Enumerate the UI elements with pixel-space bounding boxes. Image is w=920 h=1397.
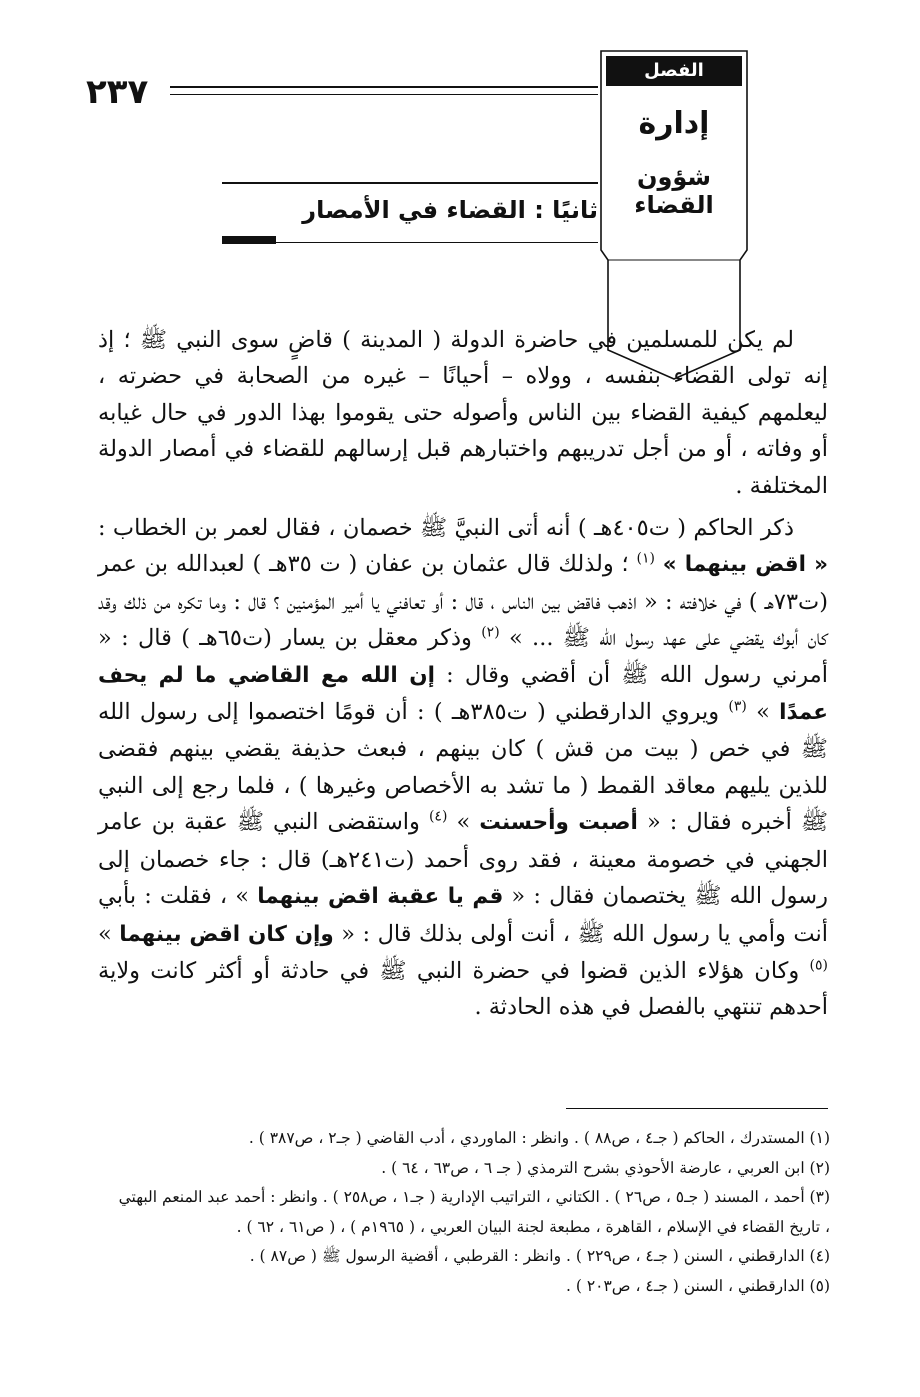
footnote-3: (٣) أحمد ، المسند ( جـ٥ ، ص٢٦ ) . الكتاني ، التراتيب الإدارية ( جـ١ ، ص٢٥٨ ) . وانظر : أحمد عبد المنعم البهتي ، تاريخ القضاء في الإسلام ، القاهرة ، مطبعة لجنة البيان العربي ، ( ١٩٦٥م ) ، ( ص٦١ ، ٦٢ ) . <box>118 1188 830 1236</box>
text-segment: » <box>98 920 120 947</box>
footnote-ref-3[interactable]: (٣) <box>728 698 747 715</box>
text-segment: ذكر الحاكم ( ت٤٠٥هـ ) أنه أتى النبيَّ ﷺ خصمان ، فقال لعمر بن الخطاب : <box>98 515 795 542</box>
text-segment: » ، فقلت : بأبي أنت وأمي يا رسول الله ﷺ ، أنت أولى بذلك قال : « <box>98 883 828 947</box>
text-segment: ويروي الدارقطني ( ت٣٨٥هـ ) : أن قومًا اختصموا إلى رسول الله ﷺ في خص ( بيت من قش ) كان بينهم ، فبعث حذيفة يقضي بينهم فقضى للذين يليهم معاقد القمط ( ما تشد به الأخصاص وغيرها ) ، فلما رجع إلى النبي ﷺ أخبره فقال : « <box>98 699 829 836</box>
body-text <box>98 322 828 1026</box>
text-segment: » <box>756 699 780 726</box>
chapter-title-line1: إدارة <box>638 106 710 141</box>
footnote-ref-5[interactable]: (٥) <box>809 957 828 974</box>
hadith-quote: وإن كان اقض بينهما <box>119 921 334 947</box>
text-segment: ؛ ولذلك قال عثمان بن عفان ( ت ٣٥هـ ) لعبدالله بن عمر (ت٧٣هـ ) في خلافته : « اذهب فاقض بين الناس ، قال : أو تعافني يا أمير المؤمنين ؟ قال : وما تكره من ذلك وقد كان أبوك يقضي على عهد رسول الله ﷺ ... » <box>98 551 829 652</box>
footnote-2: (٢) ابن العربي ، عارضة الأحوذي بشرح الترمذي ( جـ ٦ ، ص٦٣ ، ٦٤ ) . <box>381 1158 830 1177</box>
footnote-1: (١) المستدرك ، الحاكم ( جـ٤ ، ص٨٨ ) . وانظر : الماوردي ، أدب القاضي ( جـ٢ ، ص٣٨٧ ) . <box>248 1129 830 1147</box>
header-rule <box>170 86 598 95</box>
text-segment: وذكر معقل بن يسار (ت٦٥هـ ) قال : « أمرني رسول الله ﷺ أن أقضي وقال : <box>98 625 828 688</box>
text-segment: وكان هؤلاء الذين قضوا في حضرة النبي ﷺ في حادثة أو أكثر كانت ولاية أحدهم تنتهي بالفصل في هذه الحادثة . <box>98 957 828 1021</box>
text-segment: » <box>456 809 480 836</box>
paragraph-1: لم يكن للمسلمين في حاضرة الدولة ( المدينة ) قاضٍ سوى النبي ﷺ ؛ إذ إنه تولى القضاء بنفسه ، وولاه – أحيانًا – غيره من الصحابة في حضرته ، ليعلمهم كيفية القضاء بين الناس وأصوله حتى يقوموا بهذا الدور في حال غيابه أو وفاته ، أو من أجل تدريبهم واختبارهم قبل إرسالهم للقضاء في أمصار الدولة المختلفة . <box>98 327 828 499</box>
footnote-ref-2[interactable]: (٢) <box>481 624 500 641</box>
hadith-quote: إن الله مع القاضي ما لم يحف عمدًا <box>98 662 828 726</box>
chapter-label: الفصل السادس <box>637 60 711 111</box>
section-title: ثانيًا : القضاء في الأمصار <box>302 196 598 224</box>
section-top-rule <box>222 182 598 184</box>
page-number: ٢٣٧ <box>86 72 149 112</box>
footnote-4: (٤) الدارقطني ، السنن ( جـ٤ ، ص٢٢٩ ) . وانظر : القرطبي ، أقضية الرسول ﷺ ( ص٨٧ ) . <box>249 1247 830 1265</box>
hadith-quote: أصبت وأحسنت <box>479 810 638 836</box>
footnote-ref-4[interactable]: (٤) <box>428 808 448 825</box>
footnote-5: (٥) الدارقطني ، السنن ( جـ٤ ، ص٢٠٣ ) . <box>565 1276 830 1295</box>
text-segment: واستقضى النبي ﷺ عقبة بن عامر الجهني في خصومة معينة ، فقد روى أحمد (ت٢٤١هـ) قال : جاء خصمان إلى رسول الله ﷺ يختصمان فقال : « <box>98 809 829 910</box>
footnotes <box>110 1124 830 1301</box>
section-accent-bar <box>222 236 276 244</box>
chapter-title-line2: شؤون القضاء <box>634 163 714 219</box>
paragraph-2 <box>98 510 828 1026</box>
footnote-ref-1[interactable]: (١) <box>636 550 655 567</box>
footnote-separator <box>566 1108 828 1109</box>
section-bottom-rule <box>222 242 598 243</box>
hadith-quote: قم يا عقبة اقض بينهما <box>257 884 504 910</box>
hadith-quote: « اقض بينهما » <box>662 552 828 578</box>
